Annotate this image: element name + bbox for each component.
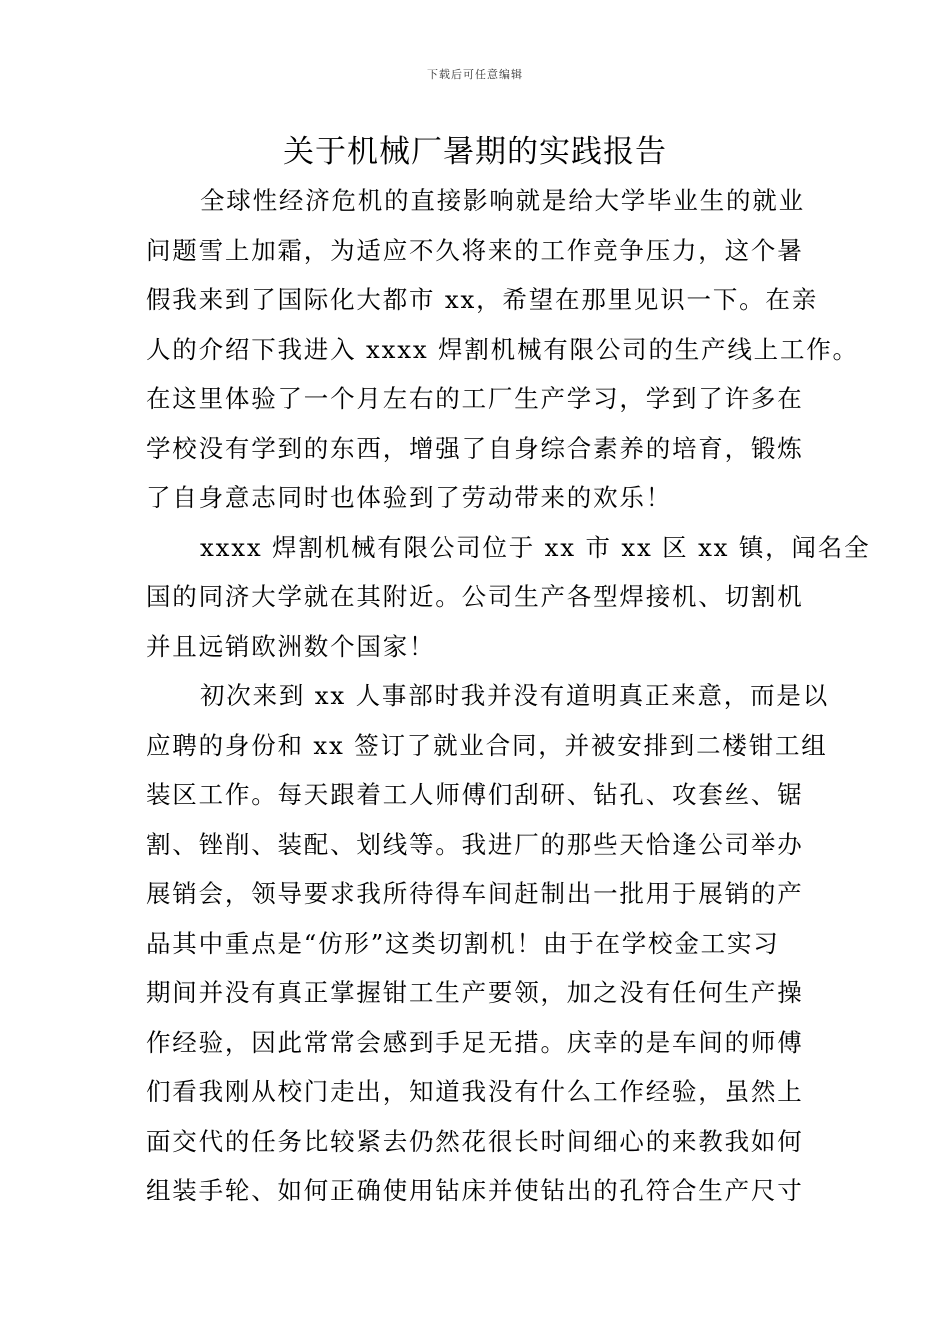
document-title: 关于机械厂暑期的实践报告 bbox=[283, 134, 667, 170]
text-line: 装区工作。每天跟着工人师傅们刮研、钻孔、攻套丝、锯 bbox=[146, 780, 804, 809]
text-line: 组装手轮、如何正确使用钻床并使钻出的孔符合生产尺寸 bbox=[146, 1176, 804, 1205]
text-line: 面交代的任务比较紧去仍然花很长时间细心的来教我如何 bbox=[146, 1126, 804, 1156]
text-line: 品其中重点是“仿形”这类切割机！由于在学校金工实习 bbox=[146, 928, 780, 958]
text-line: 并且远销欧洲数个国家！ bbox=[146, 631, 436, 661]
document-body bbox=[146, 176, 871, 1216]
text-line: 全球性经济危机的直接影响就是给大学毕业生的就业 bbox=[200, 186, 805, 215]
paragraph-2 bbox=[146, 523, 871, 672]
text-line: 割、锉削、装配、划线等。我进厂的那些天恰逢公司举办 bbox=[146, 829, 804, 859]
text-line: 人的介绍下我进入 xxxx 焊割机械有限公司的生产线上工作。 bbox=[146, 334, 859, 364]
text-line: 们看我刚从校门走出，知道我没有什么工作经验，虽然上 bbox=[146, 1077, 804, 1106]
text-line: 期间并没有真正掌握钳工生产要领，加之没有任何生产操 bbox=[146, 978, 804, 1007]
text-line: 初次来到 xx 人事部时我并没有道明真正来意，而是以 bbox=[200, 681, 830, 710]
text-line: xxxx 焊割机械有限公司位于 xx 市 xx 区 xx 镇，闻名全 bbox=[200, 532, 871, 562]
header-note: 下载后可任意编辑 bbox=[427, 68, 523, 81]
text-line: 问题雪上加霜，为适应不久将来的工作竞争压力，这个暑 bbox=[146, 235, 804, 265]
text-line: 国的同济大学就在其附近。公司生产各型焊接机、切割机 bbox=[146, 582, 804, 611]
text-line: 假我来到了国际化大都市 xx，希望在那里见识一下。在亲 bbox=[146, 285, 819, 314]
text-line: 学校没有学到的东西，增强了自身综合素养的培育，锻炼 bbox=[146, 433, 804, 463]
text-line: 了自身意志同时也体验到了劳动带来的欢乐！ bbox=[146, 483, 672, 512]
text-line: 应聘的身份和 xx 签订了就业合同，并被安排到二楼钳工组 bbox=[146, 730, 828, 760]
paragraph-3 bbox=[146, 671, 830, 1216]
paragraph-1 bbox=[146, 176, 859, 523]
text-line: 在这里体验了一个月左右的工厂生产学习，学到了许多在 bbox=[146, 384, 804, 413]
text-line: 作经验，因此常常会感到手足无措。庆幸的是车间的师傅 bbox=[146, 1027, 804, 1057]
text-line: 展销会，领导要求我所待得车间赶制出一批用于展销的产 bbox=[146, 879, 804, 908]
